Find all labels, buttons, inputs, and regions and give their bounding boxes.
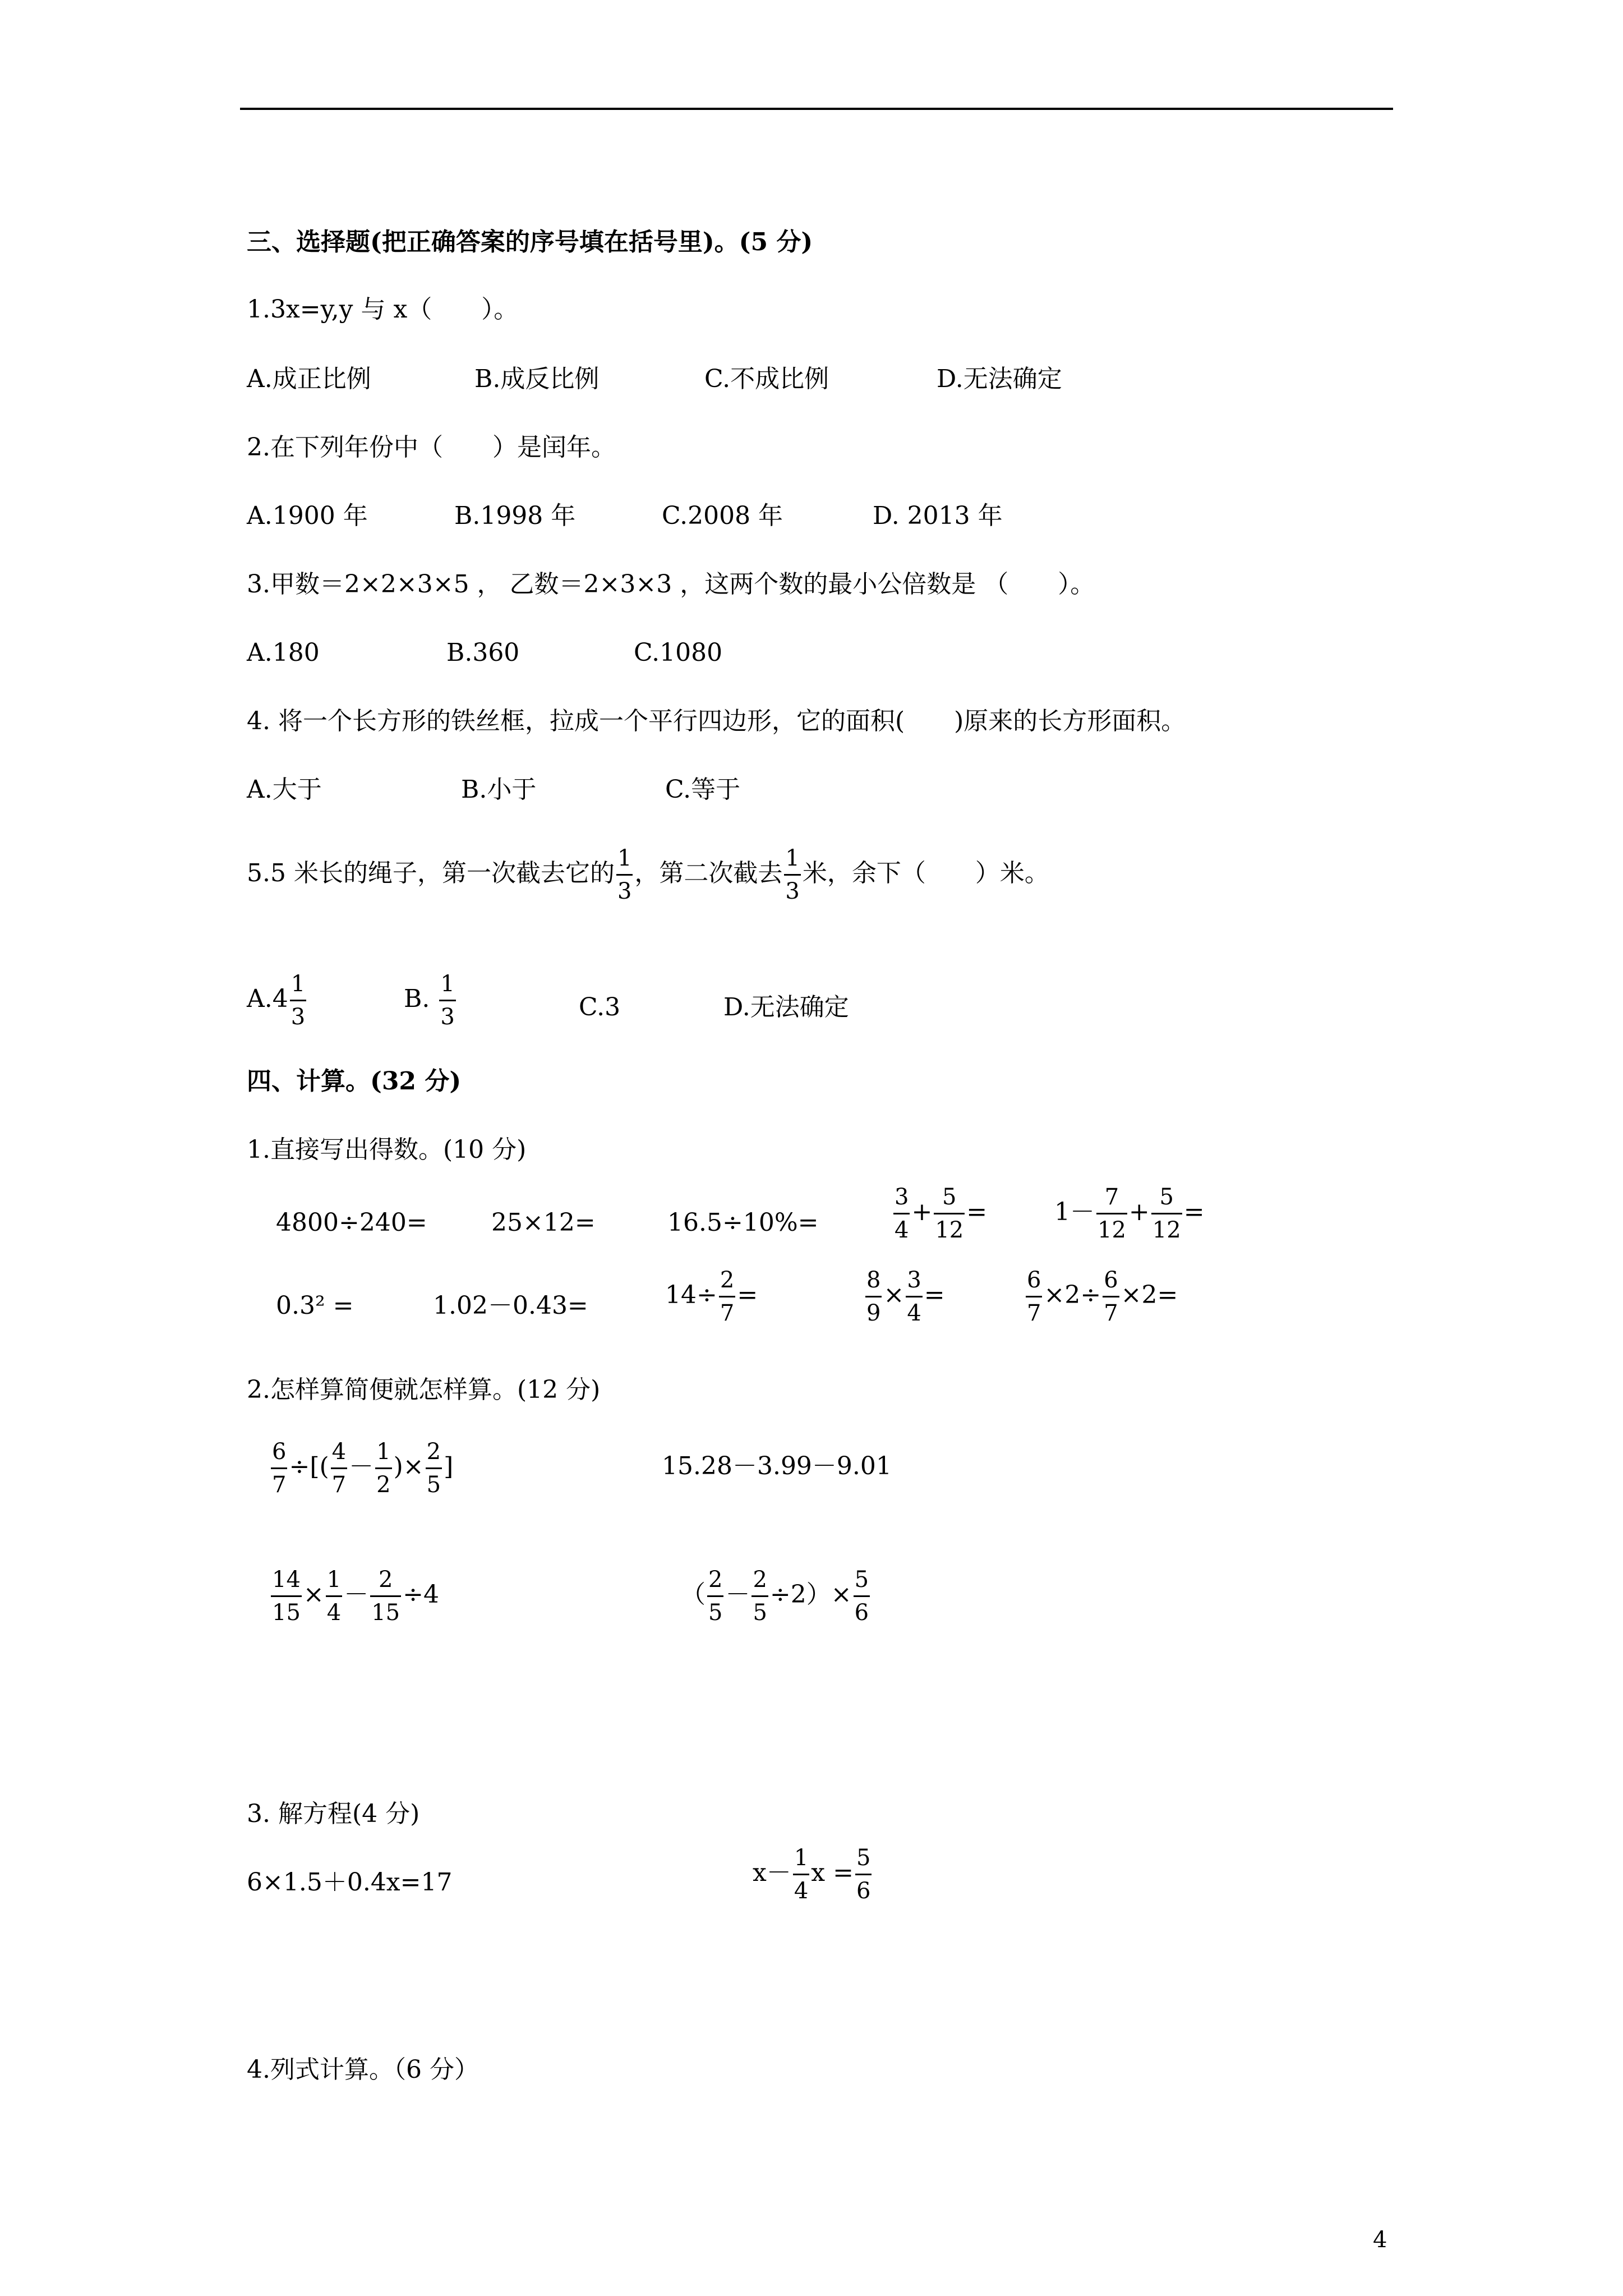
denominator: 2 (376, 1472, 391, 1498)
fraction (855, 1842, 872, 1907)
fraction (271, 1564, 302, 1628)
denominator: 6 (856, 1878, 871, 1904)
numerator: 1 (785, 845, 800, 871)
operator: ÷[( (289, 1452, 329, 1481)
operator: × (303, 1580, 324, 1609)
fraction (865, 1264, 882, 1329)
fraction (893, 1181, 910, 1246)
q2-option-a: A.1900 年 (247, 501, 368, 530)
numerator: 1 (376, 1439, 391, 1465)
equation-1: 6×1.5＋0.4x=17 (247, 1868, 453, 1897)
simplify-2: 15.28－3.99－9.01 (662, 1452, 892, 1480)
calc-1-5 (1054, 1181, 1205, 1246)
operand: x－ (753, 1858, 791, 1887)
fraction (370, 1564, 401, 1628)
numerator: 2 (720, 1267, 735, 1293)
q2-option-d: D. 2013 年 (873, 501, 1003, 530)
denominator: 7 (1027, 1300, 1041, 1326)
calc-1-1: 4800÷240= (276, 1208, 427, 1237)
calc-2-2: 1.02－0.43= (433, 1291, 588, 1320)
numerator: 6 (272, 1439, 287, 1465)
operator: + (1128, 1198, 1150, 1226)
q5-option-c: C.3 (579, 993, 621, 1022)
fraction (439, 968, 455, 1033)
denominator: 3 (617, 878, 632, 904)
question-5 (247, 843, 1049, 907)
calc-1-2: 25×12= (491, 1208, 596, 1237)
numerator: 1 (617, 845, 632, 871)
numerator: 1 (794, 1845, 809, 1871)
denominator: 12 (1098, 1217, 1126, 1243)
part3-title: 3. 解方程(4 分) (247, 1800, 420, 1828)
numerator: 2 (426, 1439, 441, 1465)
q4-option-c: C.等于 (665, 775, 741, 804)
numerator: 7 (1104, 1184, 1119, 1210)
fraction (854, 1564, 870, 1628)
numerator: 2 (378, 1567, 393, 1593)
simplify-4 (681, 1564, 872, 1628)
denominator: 3 (440, 1004, 455, 1030)
calc-2-1: 0.3² = (276, 1291, 354, 1320)
fraction (1151, 1181, 1182, 1246)
equals: = (966, 1198, 988, 1226)
numerator: 1 (291, 971, 306, 997)
operator: ×2÷ (1044, 1281, 1101, 1309)
calc-2-4 (864, 1264, 945, 1329)
operator: ÷2）× (769, 1580, 852, 1609)
denominator: 15 (272, 1600, 301, 1626)
q4-option-a: A.大于 (247, 775, 322, 804)
denominator: 4 (326, 1600, 342, 1626)
q1-option-c: C.不成比例 (704, 365, 829, 393)
numerator: 6 (1104, 1267, 1118, 1293)
fraction (271, 1436, 287, 1501)
numerator: 6 (1027, 1267, 1041, 1293)
q5-text-a: 5.5 米长的绳子，第一次截去它的 (247, 859, 615, 887)
q4-option-b: B.小于 (461, 775, 537, 804)
operator: x = (811, 1858, 854, 1887)
numerator: 14 (272, 1567, 301, 1593)
fraction (326, 1564, 342, 1628)
question-2: 2.在下列年份中（ ）是闰年。 (247, 433, 616, 462)
question-4: 4. 将一个长方形的铁丝框，拉成一个平行四边形，它的面积( )原来的长方形面积。 (247, 707, 1186, 735)
q3-option-b: B.360 (446, 638, 520, 667)
fraction (784, 843, 800, 907)
option-label: B. (404, 984, 430, 1013)
fraction (719, 1264, 735, 1329)
fraction (1103, 1264, 1119, 1329)
operand: 1－ (1054, 1198, 1095, 1226)
denominator: 5 (753, 1600, 767, 1626)
section4-title: 四、计算。(32 分) (247, 1067, 462, 1096)
calc-2-3 (665, 1264, 758, 1329)
denominator: 6 (854, 1600, 869, 1626)
operator: （ (681, 1580, 706, 1609)
equals: = (1183, 1198, 1205, 1226)
fraction (793, 1842, 809, 1907)
denominator: 3 (785, 878, 800, 904)
section3-title: 三、选择题(把正确答案的序号填在括号里)。(5 分) (247, 228, 813, 256)
q5-text-b: ，第二次截去 (634, 859, 783, 887)
fraction (426, 1436, 442, 1501)
fraction (906, 1264, 922, 1329)
calc-1-3: 16.5÷10%= (667, 1208, 819, 1237)
part4-title: 4.列式计算。（6 分） (247, 2055, 479, 2084)
denominator: 4 (794, 1878, 809, 1904)
q5-text-c: 米，余下（ ）米。 (802, 859, 1049, 887)
simplify-3 (269, 1564, 439, 1628)
operator: × (883, 1281, 905, 1309)
numerator: 2 (753, 1567, 767, 1593)
q1-option-b: B.成反比例 (474, 365, 600, 393)
denominator: 15 (371, 1600, 400, 1626)
denominator: 5 (426, 1472, 441, 1498)
fraction (934, 1181, 965, 1246)
denominator: 12 (935, 1217, 964, 1243)
numerator: 1 (440, 971, 455, 997)
numerator: 3 (907, 1267, 921, 1293)
denominator: 4 (895, 1217, 909, 1243)
equals: = (737, 1281, 758, 1309)
part1-title: 1.直接写出得数。(10 分) (247, 1135, 527, 1164)
fraction (290, 968, 306, 1033)
header-rule (240, 108, 1393, 110)
fraction (331, 1436, 347, 1501)
q3-option-c: C.1080 (634, 638, 723, 667)
denominator: 3 (291, 1004, 306, 1030)
denominator: 4 (907, 1300, 921, 1326)
numerator: 5 (1159, 1184, 1174, 1210)
q3-option-a: A.180 (247, 638, 320, 667)
question-1: 1.3x=y,y 与 x（ ）。 (247, 295, 519, 324)
fraction (707, 1564, 723, 1628)
operator: ] (444, 1452, 454, 1481)
denominator: 5 (708, 1600, 723, 1626)
operator: － (725, 1580, 750, 1609)
q5-option-b (404, 968, 458, 1033)
operator: － (349, 1452, 374, 1481)
numerator: 4 (331, 1439, 347, 1465)
calc-1-4 (892, 1181, 987, 1246)
numerator: 8 (866, 1267, 881, 1293)
q2-option-b: B.1998 年 (454, 501, 576, 530)
calc-2-5 (1024, 1264, 1178, 1329)
numerator: 5 (854, 1567, 869, 1593)
operator: ÷4 (403, 1580, 440, 1609)
q5-option-a (247, 968, 308, 1033)
numerator: 5 (856, 1845, 871, 1871)
fraction (1096, 1181, 1127, 1246)
q1-option-d: D.无法确定 (937, 365, 1062, 393)
operator: + (911, 1198, 933, 1226)
denominator: 7 (331, 1472, 347, 1498)
simplify-1 (269, 1436, 453, 1501)
fraction (1026, 1264, 1042, 1329)
q2-option-c: C.2008 年 (662, 501, 783, 530)
denominator: 7 (720, 1300, 735, 1326)
equals: = (924, 1281, 945, 1309)
numerator: 5 (942, 1184, 957, 1210)
operator: － (344, 1580, 369, 1609)
page-number: 4 (1373, 2227, 1387, 2253)
q1-option-a: A.成正比例 (247, 365, 371, 393)
fraction (616, 843, 633, 907)
denominator: 7 (272, 1472, 287, 1498)
equation-2 (753, 1842, 873, 1907)
fraction (751, 1564, 768, 1628)
numerator: 3 (895, 1184, 909, 1210)
denominator: 12 (1152, 1217, 1181, 1243)
question-3: 3.甲数＝2×2×3×5 ， 乙数＝2×3×3 ，这两个数的最小公倍数是 （ ）。 (247, 570, 1095, 599)
q5-option-d: D.无法确定 (723, 993, 849, 1022)
operand: 14÷ (665, 1281, 717, 1309)
equals: ×2= (1121, 1281, 1178, 1309)
option-label: A.4 (247, 984, 288, 1013)
fraction (375, 1436, 391, 1501)
denominator: 7 (1104, 1300, 1118, 1326)
operator: )× (393, 1452, 424, 1481)
denominator: 9 (866, 1300, 881, 1326)
numerator: 1 (326, 1567, 342, 1593)
numerator: 2 (708, 1567, 723, 1593)
part2-title: 2.怎样算简便就怎样算。(12 分) (247, 1375, 601, 1404)
